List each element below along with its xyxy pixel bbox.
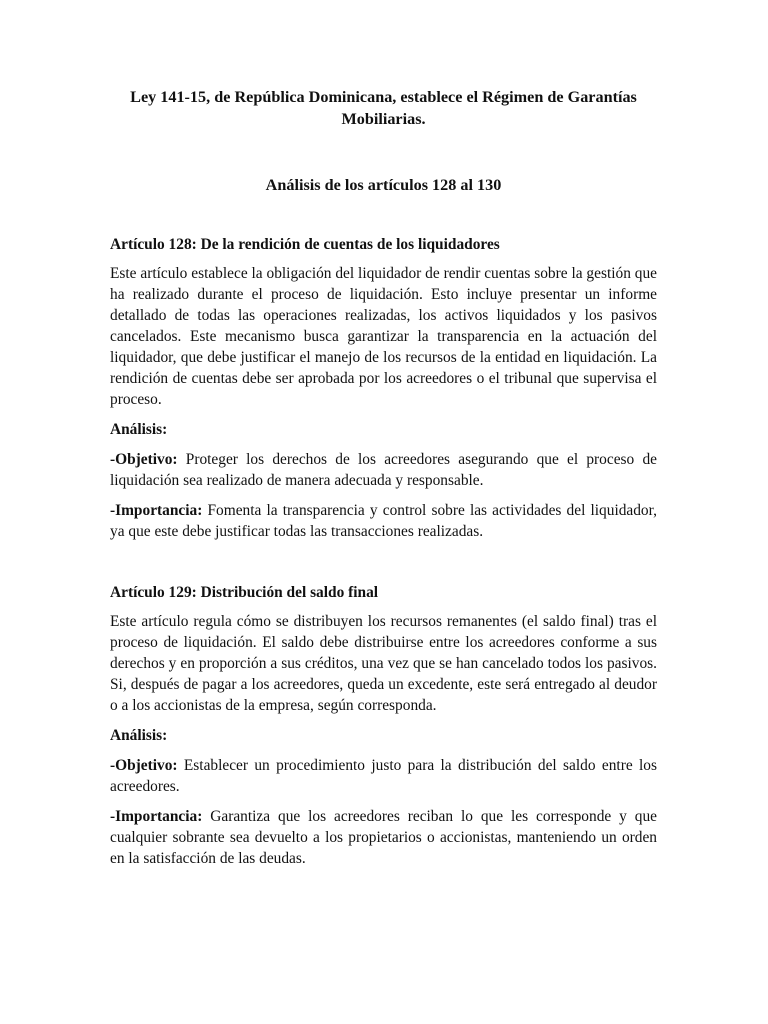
article-heading: Artículo 129: Distribución del saldo final [110, 584, 379, 601]
importance-text: Garantiza que los acreedores reciban lo que les corresponde y que cualquier sobrante sea devuelto a los propietarios o accionistas, manteniendo un orden en la satisfacción de las deudas. [110, 808, 657, 867]
objective-label: -Objetivo: [110, 757, 178, 774]
objective-paragraph [110, 449, 657, 491]
article-body: Este artículo regula cómo se distribuyen los recursos remanentes (el saldo final) tras el proceso de liquidación. El saldo debe distribuirse entre los acreedores conforme a sus derechos y en proporción a sus créditos, una vez que se han cancelado todos los pasivos. Si, después de pagar a los acreedores, queda un excedente, este será entregado al deudor o a los accionistas de la empresa, según corresponda. [110, 613, 657, 714]
importance-paragraph [110, 806, 657, 869]
document-subtitle: Análisis de los artículos 128 al 130 [265, 176, 502, 194]
importance-paragraph [110, 500, 657, 542]
article-128-section [110, 234, 657, 542]
objective-text: Establecer un procedimiento justo para la distribución del saldo entre los acreedores. [110, 757, 657, 795]
objective-text: Proteger los derechos de los acreedores asegurando que el proceso de liquidación sea realizado de manera adecuada y responsable. [110, 451, 657, 489]
analysis-label: Análisis: [110, 727, 168, 744]
importance-label: -Importancia: [110, 808, 203, 825]
article-129-section [110, 582, 657, 869]
document-title: Ley 141-15, de República Dominicana, establece el Régimen de Garantías Mobiliarias. [130, 88, 637, 128]
document-page [110, 86, 657, 878]
analysis-label: Análisis: [110, 421, 168, 438]
article-body: Este artículo establece la obligación del liquidador de rendir cuentas sobre la gestión que ha realizado durante el proceso de liquidación. Esto incluye presentar un informe detallado de todas las operaciones realizadas, los activos liquidados y los pasivos cancelados. Este mecanismo busca garantizar la transparencia en la actuación del liquidador, que debe justificar el manejo de los recursos de la entidad en liquidación. La rendición de cuentas debe ser aprobada por los acreedores o el tribunal que supervisa el proceso. [110, 265, 657, 408]
article-heading: Artículo 128: De la rendición de cuentas de los liquidadores [110, 236, 500, 253]
objective-label: -Objetivo: [110, 451, 178, 468]
importance-text: Fomenta la transparencia y control sobre las actividades del liquidador, ya que este debe justificar todas las transacciones realizadas. [110, 502, 657, 540]
importance-label: -Importancia: [110, 502, 203, 519]
objective-paragraph [110, 755, 657, 797]
